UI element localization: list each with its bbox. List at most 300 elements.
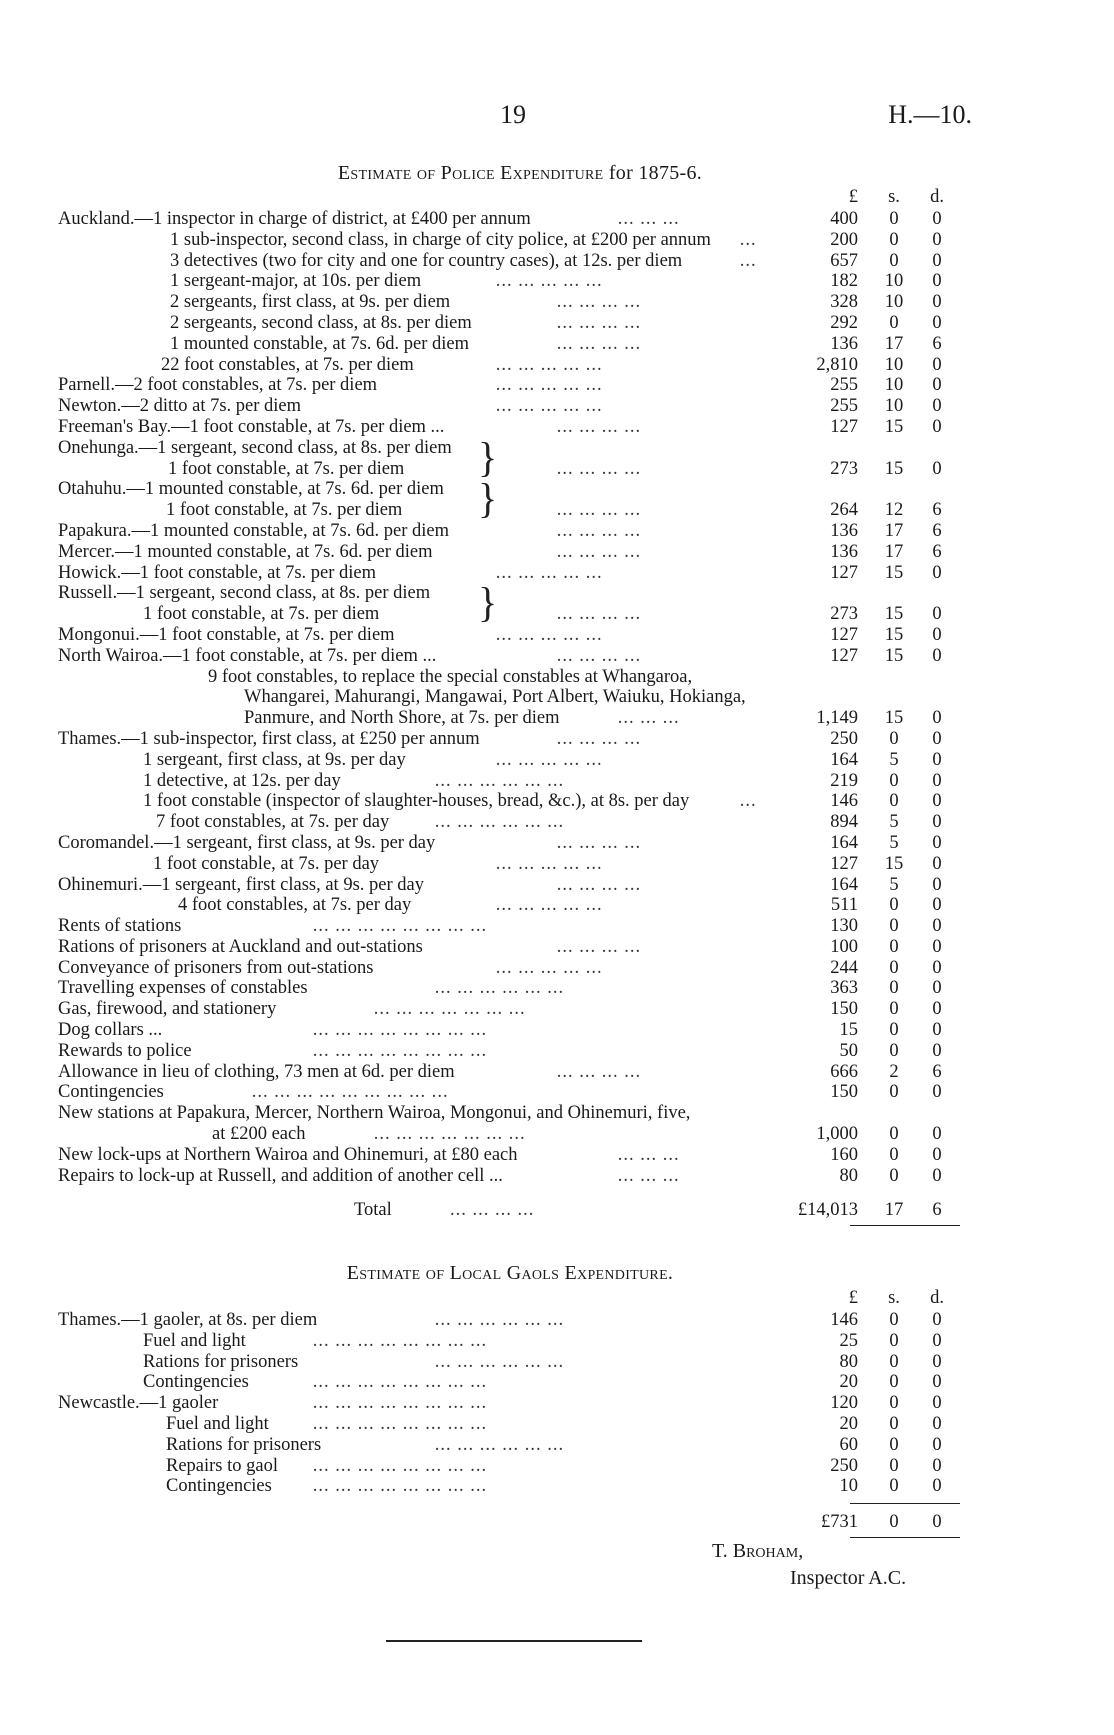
police-row (58, 521, 968, 542)
shillings-value: 0 (889, 916, 899, 937)
pence-value: 0 (932, 1393, 942, 1414)
police-row (58, 1020, 968, 1041)
police-item-label: 2 sergeants, second class, at 8s. per diem (170, 312, 472, 333)
police-item-label: Allowance in lieu of clothing, 73 men at 6d. per diem (58, 1061, 455, 1082)
police-item-label: 1 foot constable, at 7s. per day (153, 853, 380, 874)
leader-dots: ... ... ... ... ... (495, 957, 603, 978)
pence-value: 0 (932, 770, 942, 791)
pence-value: 0 (932, 853, 942, 874)
gaols-item-label: Repairs to gaol (166, 1455, 279, 1476)
pounds-value: 182 (830, 271, 858, 292)
police-item-label: Travelling expenses of constables (58, 978, 308, 999)
leader-dots: ... ... ... ... (450, 1200, 535, 1221)
shillings-value: 10 (884, 292, 904, 313)
pence-value: 0 (932, 271, 942, 292)
police-row (58, 251, 968, 272)
police-total-row (58, 1200, 968, 1221)
signature-name: T. Broham, (712, 1540, 804, 1562)
shillings-header: s. (888, 1288, 900, 1308)
police-row (58, 958, 968, 979)
police-row (58, 1166, 968, 1187)
police-row (58, 667, 968, 688)
pence-value: 0 (932, 1330, 942, 1351)
shillings-value: 0 (889, 1455, 899, 1476)
shillings-value: 0 (889, 312, 899, 333)
leader-dots: ... ... ... ... (556, 458, 642, 479)
pence-value: 0 (932, 1020, 942, 1041)
leader-dots: ... ... ... ... (556, 874, 642, 895)
police-item-label: Onehunga.—1 sergeant, second class, at 8s. per diem (58, 437, 452, 458)
shillings-value: 15 (884, 416, 904, 437)
pounds-value: 160 (830, 1144, 858, 1165)
police-item-label: 1 sub-inspector, second class, in charge of city police, at £200 per annum (170, 229, 711, 250)
police-row (58, 937, 968, 958)
police-estimate-table (58, 187, 968, 1226)
pounds-header: £ (848, 1288, 858, 1308)
gaols-item-label: Rations for prisoners (143, 1351, 299, 1372)
pounds-value: 146 (830, 791, 858, 812)
leader-dots: ... ... ... (617, 1165, 680, 1186)
pence-value: 0 (932, 604, 942, 625)
shillings-value: 0 (889, 770, 899, 791)
police-row (58, 563, 968, 584)
pence-value: 0 (932, 999, 942, 1020)
shillings-value: 17 (884, 541, 904, 562)
shillings-value: 12 (884, 500, 904, 521)
police-row (58, 230, 968, 251)
police-row (58, 1041, 968, 1062)
signature-title: Inspector A.C. (790, 1567, 907, 1589)
gaols-total-row (58, 1512, 968, 1533)
police-title-year: for 1875-6. (603, 162, 703, 184)
police-row (58, 292, 968, 313)
gaols-row (58, 1476, 968, 1497)
police-item-label: 4 foot constables, at 7s. per day (178, 895, 412, 916)
police-item-label: 1 sergeant, first class, at 9s. per day (143, 749, 406, 770)
shillings-value: 0 (889, 978, 899, 999)
police-row (58, 604, 968, 625)
shillings-value: 15 (884, 458, 904, 479)
leader-dots: ... ... ... ... ... ... (434, 978, 565, 999)
police-item-label: 1 foot constable, at 7s. per diem (143, 604, 380, 625)
pence-value: 0 (932, 250, 942, 271)
pounds-value: 136 (830, 520, 858, 541)
total-label: Total (354, 1200, 392, 1221)
shillings-value: 10 (884, 271, 904, 292)
pence-value: 0 (932, 978, 942, 999)
gaols-row (58, 1393, 968, 1414)
police-item-label: 1 sergeant-major, at 10s. per diem (170, 271, 422, 292)
pounds-value: 60 (839, 1434, 858, 1455)
shillings-value: 15 (884, 645, 904, 666)
police-row (58, 355, 968, 376)
gaols-row (58, 1456, 968, 1477)
police-item-label: Rations of prisoners at Auckland and out-stations (58, 936, 423, 957)
police-row (58, 750, 968, 771)
police-row (58, 895, 968, 916)
gaols-row (58, 1331, 968, 1352)
police-item-label: Freeman's Bay.—1 foot constable, at 7s. per diem ... (58, 416, 445, 437)
gaols-item-label: Fuel and light (143, 1330, 246, 1351)
police-item-label: Conveyance of prisoners from out-stations (58, 957, 374, 978)
police-item-label: Russell.—1 sergeant, second class, at 8s. per diem (58, 583, 431, 604)
leader-dots: ... ... ... ... ... ... ... ... (312, 1040, 488, 1061)
shillings-value: 15 (884, 853, 904, 874)
police-row (58, 854, 968, 875)
shillings-value: 15 (884, 708, 904, 729)
police-row (58, 1062, 968, 1083)
shillings-value: 10 (884, 375, 904, 396)
leader-dots: ... ... ... ... ... ... (434, 1351, 565, 1372)
pounds-value: 136 (830, 333, 858, 354)
police-row (58, 1103, 968, 1124)
leader-dots: ... (739, 791, 757, 812)
shillings-value: 10 (884, 396, 904, 417)
pence-header: d. (930, 187, 944, 207)
gaols-item-label: Rations for prisoners (166, 1434, 322, 1455)
total-pence: 0 (932, 1512, 942, 1533)
police-row (58, 708, 968, 729)
police-item-label: Rents of stations (58, 916, 182, 937)
leader-dots: ... ... ... ... (556, 604, 642, 625)
police-item-label: Repairs to lock-up at Russell, and addition of another cell ... (58, 1165, 503, 1186)
police-row (58, 542, 968, 563)
police-item-label: Papakura.—1 mounted constable, at 7s. 6d. per diem (58, 520, 449, 541)
police-item-label: Otahuhu.—1 mounted constable, at 7s. 6d. per diem (58, 479, 444, 500)
pounds-value: 250 (830, 728, 858, 749)
pence-value: 0 (932, 916, 942, 937)
shillings-value: 0 (889, 936, 899, 957)
pounds-value: 666 (830, 1061, 858, 1082)
pence-value: 0 (932, 1310, 942, 1330)
pounds-value: 80 (839, 1165, 858, 1186)
police-item-label: Howick.—1 foot constable, at 7s. per diem (58, 562, 377, 583)
pence-value: 0 (932, 292, 942, 313)
pounds-value: 164 (830, 832, 858, 853)
leader-dots: ... ... ... ... ... ... ... ... (312, 1413, 488, 1434)
pounds-value: 130 (830, 916, 858, 937)
shillings-value: 0 (889, 895, 899, 916)
grouping-brace: } (478, 475, 498, 523)
subtotal-rule (850, 1503, 960, 1504)
pounds-value: 200 (830, 229, 858, 250)
police-title-main: Estimate of Police Expenditure (337, 162, 604, 184)
leader-dots: ... ... ... ... ... (495, 895, 603, 916)
police-row (58, 687, 968, 708)
leader-dots: ... ... ... ... ... (495, 562, 603, 583)
police-item-label: Coromandel.—1 sergeant, first class, at 9s. per day (58, 832, 436, 853)
leader-dots: ... ... ... ... (556, 416, 642, 437)
pounds-value: 20 (839, 1413, 858, 1434)
leader-dots: ... ... ... ... (556, 520, 642, 541)
pounds-value: 1,149 (816, 708, 858, 729)
police-item-label: North Wairoa.—1 foot constable, at 7s. per diem ... (58, 645, 437, 666)
police-item-label: Panmure, and North Shore, at 7s. per diem (244, 708, 560, 729)
pence-value: 0 (932, 416, 942, 437)
pounds-value: 127 (830, 645, 858, 666)
leader-dots: ... ... ... (617, 1144, 680, 1165)
police-item-label: Rewards to police (58, 1040, 192, 1061)
pence-value: 0 (932, 1434, 942, 1455)
shillings-value: 17 (884, 520, 904, 541)
pounds-value: 164 (830, 874, 858, 895)
leader-dots: ... ... ... ... ... ... (434, 1310, 565, 1330)
pounds-value: 10 (839, 1476, 858, 1497)
police-item-label: New stations at Papakura, Mercer, Northern Wairoa, Mongonui, and Ohinemuri, five, (58, 1103, 691, 1124)
pounds-value: 127 (830, 416, 858, 437)
police-item-label: 2 sergeants, first class, at 9s. per diem (170, 292, 451, 313)
leader-dots: ... ... ... ... (556, 936, 642, 957)
police-row (58, 999, 968, 1020)
police-row (58, 1082, 968, 1103)
police-item-label: 1 detective, at 12s. per day (143, 770, 341, 791)
leader-dots: ... (739, 250, 757, 271)
gaols-item-label: Fuel and light (166, 1413, 269, 1434)
police-item-label: Contingencies (58, 1082, 164, 1103)
total-pounds: £731 (821, 1512, 858, 1533)
shillings-value: 0 (889, 1330, 899, 1351)
pence-value: 0 (932, 1372, 942, 1393)
police-row (58, 271, 968, 292)
pence-value: 0 (932, 375, 942, 396)
police-item-label: 9 foot constables, to replace the special constables at Whangaroa, (208, 666, 693, 687)
pence-value: 0 (932, 1413, 942, 1434)
pounds-value: 292 (830, 312, 858, 333)
pounds-value: 219 (830, 770, 858, 791)
pounds-value: 363 (830, 978, 858, 999)
shillings-value: 5 (889, 832, 899, 853)
police-item-label: New lock-ups at Northern Wairoa and Ohinemuri, at £80 each (58, 1144, 518, 1165)
police-item-label: Auckland.—1 inspector in charge of district, at £400 per annum (58, 209, 531, 229)
pence-value: 0 (932, 645, 942, 666)
pounds-value: 894 (830, 812, 858, 833)
pounds-value: 20 (839, 1372, 858, 1393)
pounds-value: 328 (830, 292, 858, 313)
pence-value: 0 (932, 458, 942, 479)
police-row (58, 417, 968, 438)
police-estimate-title (0, 162, 1040, 185)
leader-dots: ... ... ... ... ... (495, 396, 603, 417)
pounds-value: 146 (830, 1310, 858, 1330)
police-item-label: Thames.—1 sub-inspector, first class, at £250 per annum (58, 728, 480, 749)
leader-dots: ... ... ... ... (556, 728, 642, 749)
leader-dots: ... ... ... (617, 708, 680, 729)
police-item-label: Gas, firewood, and stationery (58, 999, 277, 1020)
police-row (58, 646, 968, 667)
pence-value: 0 (932, 812, 942, 833)
leader-dots: ... ... ... ... ... ... ... ... (312, 1330, 488, 1351)
shillings-value: 0 (889, 1165, 899, 1186)
gaols-row (58, 1310, 968, 1331)
shillings-value: 0 (889, 250, 899, 271)
pence-value: 0 (932, 1124, 942, 1145)
pence-value: 0 (932, 1165, 942, 1186)
pence-value: 0 (932, 354, 942, 375)
leader-dots: ... ... ... ... ... ... ... ... (312, 1455, 488, 1476)
police-row (58, 625, 968, 646)
pence-value: 0 (932, 1351, 942, 1372)
police-item-label: Dog collars ... (58, 1020, 163, 1041)
shillings-value: 5 (889, 749, 899, 770)
gaols-item-label: Newcastle.—1 gaoler (58, 1393, 219, 1414)
pounds-value: 255 (830, 396, 858, 417)
shillings-value: 15 (884, 624, 904, 645)
total-underline (850, 1225, 960, 1226)
shillings-value: 17 (884, 333, 904, 354)
police-item-label: Newton.—2 ditto at 7s. per diem (58, 396, 302, 417)
leader-dots: ... ... ... ... ... ... ... ... (312, 916, 488, 937)
leader-dots: ... ... ... ... (556, 1061, 642, 1082)
pounds-value: 657 (830, 250, 858, 271)
pounds-value: 100 (830, 936, 858, 957)
police-column-headers (58, 187, 968, 209)
police-row (58, 1145, 968, 1166)
pence-value: 0 (932, 728, 942, 749)
pence-value: 0 (932, 874, 942, 895)
police-row (58, 1124, 968, 1145)
pence-value: 0 (932, 396, 942, 417)
pence-value: 6 (932, 333, 942, 354)
shillings-value: 5 (889, 874, 899, 895)
leader-dots: ... ... ... ... ... ... ... ... (312, 1372, 488, 1393)
pence-value: 0 (932, 957, 942, 978)
pounds-value: 244 (830, 957, 858, 978)
gaols-item-label: Contingencies (166, 1476, 272, 1497)
pounds-value: 120 (830, 1393, 858, 1414)
pence-value: 0 (932, 749, 942, 770)
gaols-column-headers (58, 1288, 968, 1310)
police-item-label: Mercer.—1 mounted constable, at 7s. 6d. per diem (58, 541, 433, 562)
pounds-value: 255 (830, 375, 858, 396)
pounds-value: 164 (830, 749, 858, 770)
leader-dots: ... ... ... ... (556, 500, 642, 521)
leader-dots: ... (739, 229, 757, 250)
police-item-label: 22 foot constables, at 7s. per diem (161, 354, 414, 375)
police-item-label: 1 mounted constable, at 7s. 6d. per diem (170, 333, 470, 354)
pence-value: 0 (932, 209, 942, 229)
shillings-value: 0 (889, 1413, 899, 1434)
pence-value: 0 (932, 791, 942, 812)
pounds-value: 264 (830, 500, 858, 521)
shillings-header: s. (888, 187, 900, 207)
pence-value: 0 (932, 832, 942, 853)
grouping-brace: } (478, 433, 498, 481)
shillings-value: 2 (889, 1061, 899, 1082)
pounds-value: 1,000 (816, 1124, 858, 1145)
pounds-value: 25 (839, 1330, 858, 1351)
grouping-brace: } (478, 579, 498, 627)
shillings-value: 0 (889, 229, 899, 250)
pounds-value: 150 (830, 999, 858, 1020)
police-row (58, 875, 968, 896)
total-shillings: 0 (889, 1512, 899, 1533)
leader-dots: ... ... ... ... ... ... ... (373, 999, 526, 1020)
leader-dots: ... ... ... ... ... ... ... ... (312, 1476, 488, 1497)
leader-dots: ... ... ... ... (556, 333, 642, 354)
gaols-estimate-title (0, 1262, 1030, 1285)
pounds-value: 15 (839, 1020, 858, 1041)
leader-dots: ... ... ... (617, 209, 680, 229)
shillings-value: 10 (884, 354, 904, 375)
shillings-value: 0 (889, 1082, 899, 1103)
leader-dots: ... ... ... ... (556, 832, 642, 853)
shillings-value: 0 (889, 1434, 899, 1455)
police-row (58, 729, 968, 750)
pence-value: 0 (932, 708, 942, 729)
shillings-value: 0 (889, 1144, 899, 1165)
leader-dots: ... ... ... ... ... (495, 624, 603, 645)
leader-dots: ... ... ... ... ... ... ... ... (312, 1393, 488, 1414)
police-item-label: at £200 each (212, 1124, 306, 1145)
shillings-value: 0 (889, 791, 899, 812)
pence-value: 0 (932, 624, 942, 645)
police-row (58, 459, 968, 480)
pounds-header: £ (848, 187, 858, 207)
police-item-label: 1 foot constable (inspector of slaughter-houses, bread, &c.), at 8s. per day (143, 791, 690, 812)
police-row (58, 500, 968, 521)
shillings-value: 5 (889, 812, 899, 833)
closing-rule (386, 1640, 642, 1642)
pounds-value: 400 (830, 209, 858, 229)
police-row (58, 771, 968, 792)
police-row (58, 916, 968, 937)
police-item-label: 1 foot constable, at 7s. per diem (168, 458, 405, 479)
pounds-value: 127 (830, 562, 858, 583)
leader-dots: ... ... ... ... ... (495, 271, 603, 292)
shillings-value: 0 (889, 209, 899, 229)
pounds-value: 250 (830, 1455, 858, 1476)
police-row (58, 812, 968, 833)
pounds-value: 150 (830, 1082, 858, 1103)
gaols-row (58, 1414, 968, 1435)
pence-value: 0 (932, 1476, 942, 1497)
shillings-value: 0 (889, 1476, 899, 1497)
police-item-label: 1 foot constable, at 7s. per diem (166, 500, 403, 521)
shillings-value: 0 (889, 1040, 899, 1061)
police-row (58, 791, 968, 812)
gaols-title-main: Estimate of Local Gaols Expenditure. (346, 1262, 674, 1284)
leader-dots: ... ... ... ... (556, 541, 642, 562)
shillings-value: 0 (889, 1020, 899, 1041)
pounds-value: 50 (839, 1040, 858, 1061)
leader-dots: ... ... ... ... (556, 312, 642, 333)
police-row (58, 375, 968, 396)
police-item-label: 3 detectives (two for city and one for country cases), at 12s. per diem (170, 250, 683, 271)
pounds-value: 136 (830, 541, 858, 562)
gaols-item-label: Contingencies (143, 1372, 249, 1393)
pence-value: 6 (932, 500, 942, 521)
leader-dots: ... ... ... ... (556, 292, 642, 313)
leader-dots: ... ... ... ... ... (495, 375, 603, 396)
leader-dots: ... ... ... ... ... ... ... (373, 1124, 526, 1145)
leader-dots: ... ... ... ... ... ... (434, 812, 565, 833)
total-pence: 6 (932, 1200, 942, 1221)
leader-dots: ... ... ... ... ... (495, 749, 603, 770)
leader-dots: ... ... ... ... ... ... ... ... ... (251, 1082, 449, 1103)
leader-dots: ... ... ... ... ... ... (434, 770, 565, 791)
pounds-value: 127 (830, 624, 858, 645)
leader-dots: ... ... ... ... ... (495, 853, 603, 874)
police-row (58, 833, 968, 854)
pounds-value: 2,810 (816, 354, 858, 375)
pence-value: 0 (932, 895, 942, 916)
shillings-value: 0 (889, 957, 899, 978)
gaols-row (58, 1372, 968, 1393)
police-row (58, 334, 968, 355)
police-item-label: Parnell.—2 foot constables, at 7s. per diem (58, 375, 378, 396)
shillings-value: 0 (889, 1393, 899, 1414)
gaols-estimate-table (58, 1288, 968, 1538)
